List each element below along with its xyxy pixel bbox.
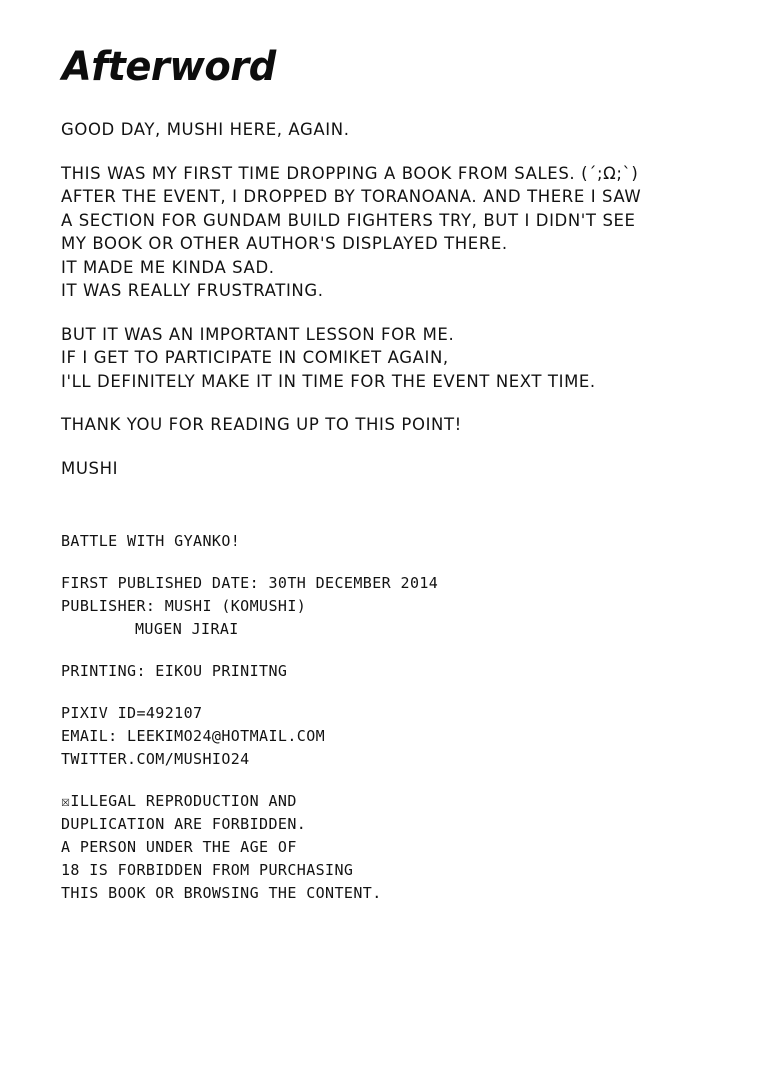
colophon-legal-notice — [61, 790, 721, 905]
text-line: PRINTING: EIKOU PRINITNG — [61, 662, 288, 680]
text-line: 18 IS FORBIDDEN FROM PURCHASING — [61, 861, 354, 879]
colophon — [61, 530, 721, 924]
colophon-printing — [61, 660, 721, 683]
text-line: THIS WAS MY FIRST TIME DROPPING A BOOK FROM SALES. (´;Ω;`) — [61, 163, 639, 183]
page-title: Afterword — [62, 44, 276, 90]
text-line: MUGEN JIRAI — [135, 620, 239, 638]
text-line: I'LL DEFINITELY MAKE IT IN TIME FOR THE EVENT NEXT TIME. — [61, 371, 596, 391]
paragraph-lesson — [61, 323, 721, 394]
text-line: FIRST PUBLISHED DATE: 30TH DECEMBER 2014 — [61, 574, 439, 592]
text-line: IF I GET TO PARTICIPATE IN COMIKET AGAIN, — [61, 348, 449, 367]
text-line: PUBLISHER: MUSHI (KOMUSHI) — [61, 597, 307, 615]
colophon-book-title — [61, 530, 721, 553]
afterword-body — [61, 118, 721, 500]
text-line: MY BOOK OR OTHER AUTHOR'S DISPLAYED THERE. — [61, 234, 508, 253]
text-line: AFTER THE EVENT, I DROPPED BY TORANOANA. AND THERE I SAW — [61, 187, 642, 206]
text-line: TWITTER.COM/MUSHIO24 — [61, 750, 250, 768]
colophon-publication — [61, 572, 721, 641]
author-signature: MUSHI — [61, 458, 119, 478]
colophon-contacts — [61, 702, 721, 771]
paragraph-greeting — [61, 118, 721, 142]
paragraph-thanks — [61, 413, 721, 437]
text-line: A PERSON UNDER THE AGE OF — [61, 838, 297, 856]
text-line: GOOD DAY, MUSHI HERE, AGAIN. — [61, 120, 350, 139]
text-line: ☒ILLEGAL REPRODUCTION AND — [61, 792, 297, 810]
paragraph-signature — [61, 457, 721, 481]
text-line: A SECTION FOR GUNDAM BUILD FIGHTERS TRY, BUT I DIDN'T SEE — [61, 210, 636, 230]
text-line: BUT IT WAS AN IMPORTANT LESSON FOR ME. — [61, 324, 455, 344]
text-line: IT WAS REALLY FRUSTRATING. — [61, 281, 324, 300]
text-line: PIXIV ID=492107 — [61, 704, 203, 722]
text-line: BATTLE WITH GYANKO! — [61, 532, 241, 550]
paragraph-sales-story — [61, 162, 721, 303]
text-line: IT MADE ME KINDA SAD. — [61, 257, 275, 277]
text-line: THIS BOOK OR BROWSING THE CONTENT. — [61, 884, 382, 902]
text-line: DUPLICATION ARE FORBIDDEN. — [61, 815, 307, 833]
text-line: THANK YOU FOR READING UP TO THIS POINT! — [61, 415, 462, 434]
text-line: EMAIL: LEEKIMO24@HOTMAIL.COM — [61, 727, 326, 745]
